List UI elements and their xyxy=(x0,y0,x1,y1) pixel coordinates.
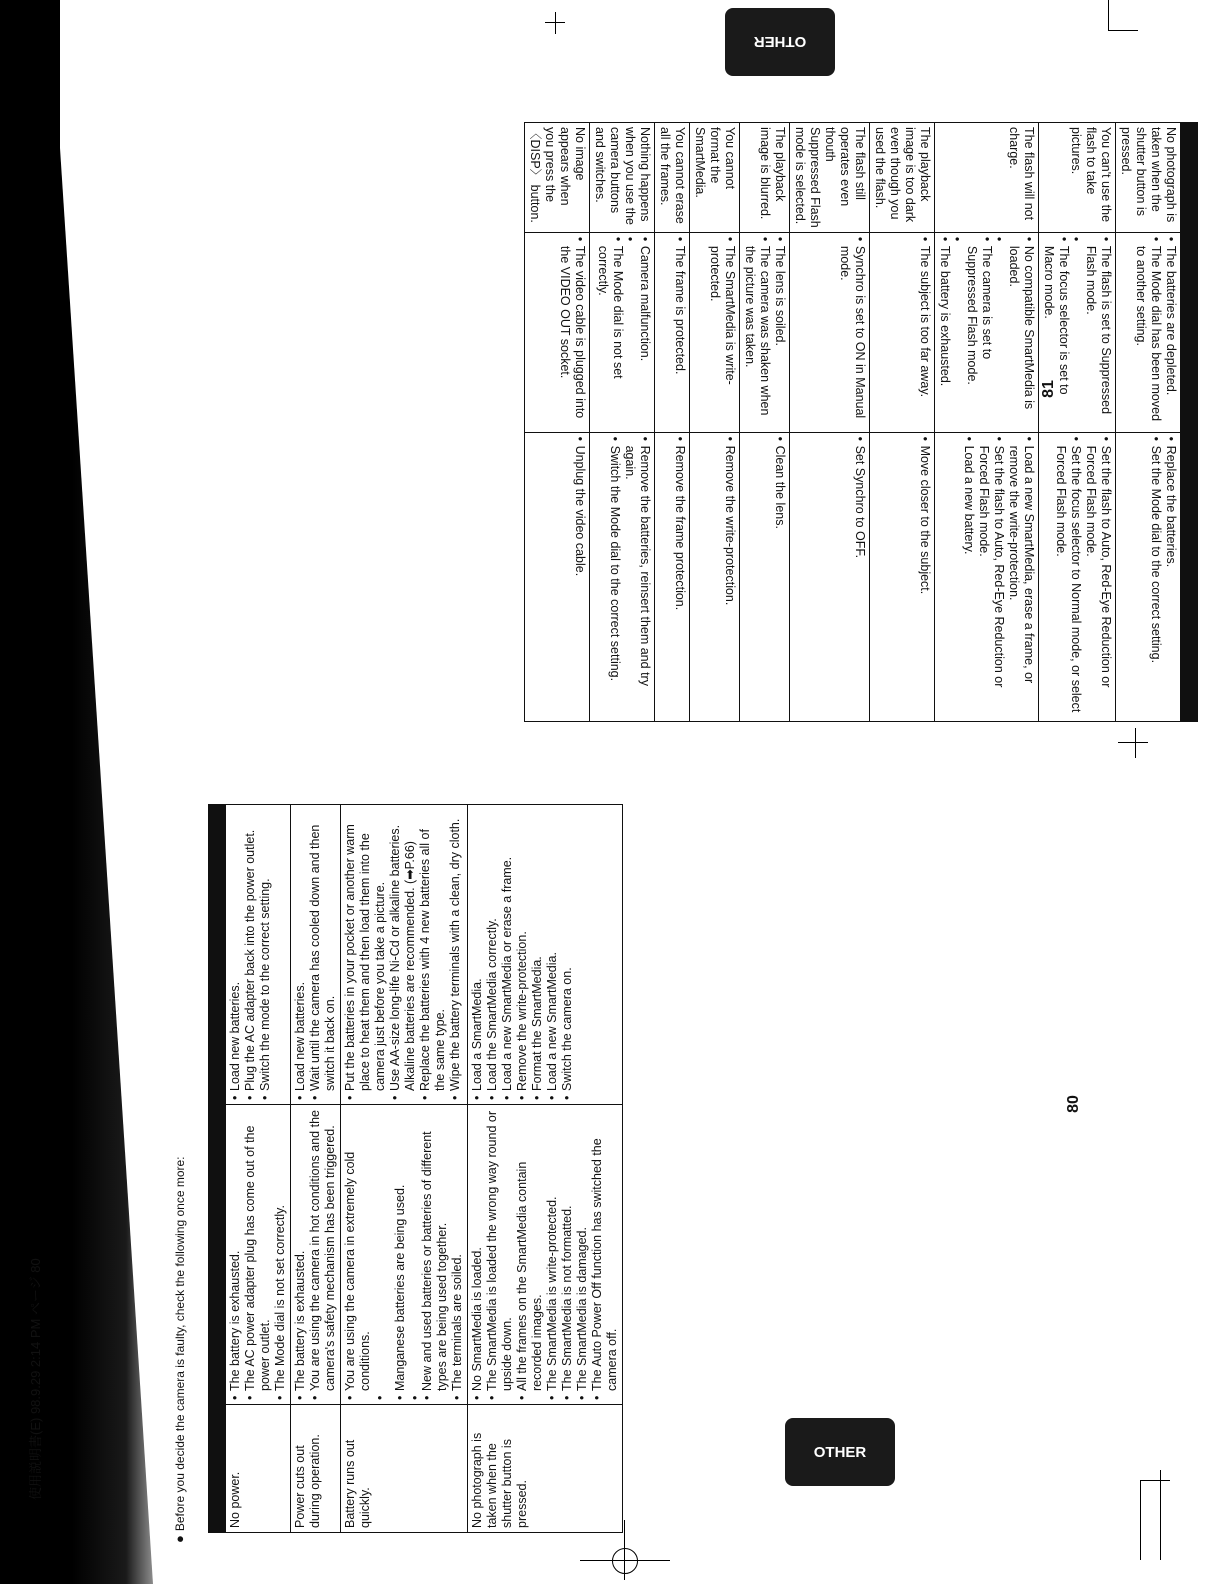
cause-item: • The camera is set to Suppressed Flash mode. xyxy=(964,237,994,428)
table-row xyxy=(655,123,690,722)
cause-item: • The Auto Power Off function has switched the camera off. xyxy=(590,1109,620,1400)
page-81 xyxy=(202,122,1210,722)
symptom-cell: Power cuts out during operation. xyxy=(291,1405,341,1533)
intro-text: Before you decide the camera is faulty, check the following once more: xyxy=(173,1156,187,1532)
table-row xyxy=(690,123,740,722)
remedy-item: • Use AA-size long-life Ni-Cd or alkaline batteries. Alkaline batteries are recommended. (➡P.66) xyxy=(388,809,418,1100)
symptom-cell: The playback image is too dark even though you used the flash. xyxy=(870,123,935,233)
remedy-item: • Load the SmartMedia correctly. xyxy=(485,809,500,1100)
remedy-item: • Unplug the video cable. xyxy=(572,437,587,717)
remedy-item: • Load a new battery. xyxy=(961,437,976,717)
cause-cell xyxy=(1116,232,1181,432)
cause-item: • The battery is exhausted. xyxy=(293,1109,308,1400)
cause-cell xyxy=(341,1105,468,1405)
other-tab-right[interactable]: OTHER xyxy=(725,8,835,76)
symptom-cell: No image appears when you press the 〈DISP〉 button. xyxy=(525,123,590,233)
symptom-cell: You cannot format the SmartMedia. xyxy=(690,123,740,233)
table-row xyxy=(935,123,1039,722)
table-header-band xyxy=(1181,123,1198,233)
cause-item: • The lens is soiled. xyxy=(772,237,787,428)
remedy-cell xyxy=(341,805,468,1105)
table-row xyxy=(1116,123,1181,722)
cause-cell xyxy=(1039,232,1116,432)
symptom-cell: Battery runs out quickly. xyxy=(341,1405,468,1533)
cause-cell xyxy=(655,232,690,432)
remedy-item: • Switch the Mode dial to the correct setting. xyxy=(607,437,622,717)
cause-item: • The frame is protected. xyxy=(672,237,687,428)
cause-cell xyxy=(590,232,655,432)
cause-item: • The camera was shaken when the picture was taken. xyxy=(742,237,772,428)
remedy-item: • Set the flash to Auto, Red-Eye Reduction or Forced Flash mode. xyxy=(1083,437,1113,717)
table-row xyxy=(1039,123,1116,722)
symptom-cell: You cannot erase all the frames. xyxy=(655,123,690,233)
cause-cell xyxy=(740,232,790,432)
intro-line xyxy=(168,803,192,1543)
symptom-cell: No power. xyxy=(226,1405,291,1533)
remedy-item: • Replace the batteries with 4 new batteries all of the same type. xyxy=(418,809,448,1100)
remedy-item: • Clean the lens. xyxy=(772,437,787,717)
remedy-cell xyxy=(740,432,790,721)
remedy-item: • Format the SmartMedia. xyxy=(530,809,545,1100)
remedy-cell xyxy=(226,805,291,1105)
symptom-cell: The playback image is blurred. xyxy=(740,123,790,233)
cause-cell xyxy=(468,1105,623,1405)
cause-item: • All the frames on the SmartMedia contain recorded images. xyxy=(515,1109,545,1400)
remedy-item: • Load a new SmartMedia, erase a frame, or remove the write-protection. xyxy=(1006,437,1036,717)
cause-item: • The subject is too far away. xyxy=(917,237,932,428)
symptom-cell: No photograph is taken when the shutter button is pressed. xyxy=(468,1405,623,1533)
remedy-item: • Set the flash to Auto, Red-Eye Reduction or Forced Flash mode. xyxy=(976,437,1006,717)
remedy-cell xyxy=(690,432,740,721)
symptom-cell: The flash will not charge. xyxy=(935,123,1039,233)
cause-item: • The SmartMedia is write-protected. xyxy=(707,237,737,428)
remedy-item: • Load a new SmartMedia or erase a frame. xyxy=(500,809,515,1100)
remedy-item: • Set Synchro to OFF. xyxy=(852,437,867,717)
table-row xyxy=(590,123,655,722)
cause-item: • You are using the camera in extremely cold conditions. xyxy=(343,1109,373,1400)
cause-item: • The battery is exhausted. xyxy=(937,237,952,428)
table-row xyxy=(525,123,590,722)
cause-item: • The batteries are depleted. xyxy=(1163,237,1178,428)
page-80 xyxy=(168,803,808,1543)
remedy-item: • Wipe the battery terminals with a clean, dry cloth. xyxy=(448,809,463,1100)
cause-item: • Synchro is set to ON in Manual mode. xyxy=(837,237,867,428)
cause-item: • The flash is set to Suppressed Flash mode. xyxy=(1083,237,1113,428)
remedy-cell xyxy=(590,432,655,721)
cause-cell xyxy=(291,1105,341,1405)
cause-item: • You are using the camera in hot conditions and the camera's safety mechanism has been triggered. xyxy=(308,1109,338,1400)
cause-cell xyxy=(790,232,870,432)
remedy-item: • Replace the batteries. xyxy=(1163,437,1178,717)
document-stamp: 使用説明書(E) 98.9.29 2:14 PM ページ 80 xyxy=(28,1258,43,1500)
cause-cell xyxy=(525,232,590,432)
remedy-item: • Remove the batteries, reinsert them and try again. xyxy=(622,437,652,717)
troubleshooting-table-left xyxy=(208,803,623,1533)
cause-item: • Manganese batteries are being used. xyxy=(393,1109,408,1400)
cause-item: • The video cable is plugged into the VIDEO OUT socket. xyxy=(557,237,587,428)
table-row xyxy=(870,123,935,722)
remedy-cell xyxy=(1116,432,1181,721)
remedy-item: • Load new batteries. xyxy=(293,809,308,1100)
symptom-cell: You can't use the flash to take pictures. xyxy=(1039,123,1116,233)
cause-cell xyxy=(935,232,1039,432)
cause-cell xyxy=(226,1105,291,1405)
table-row xyxy=(291,805,341,1533)
cause-item: • The SmartMedia is damaged. xyxy=(575,1109,590,1400)
table-row xyxy=(226,805,291,1533)
symptom-cell: The flash still operates even thouth Suppressed Flash mode is selected. xyxy=(790,123,870,233)
remedy-cell xyxy=(291,805,341,1105)
table-row xyxy=(740,123,790,722)
remedy-cell xyxy=(525,432,590,721)
page-number-80: 80 xyxy=(1064,1095,1082,1113)
cause-item: • The Mode dial is not set correctly. xyxy=(595,237,625,428)
table-row xyxy=(468,805,623,1533)
page-number-81: 81 xyxy=(1039,380,1057,398)
cause-item: • The Mode dial has been moved to another setting. xyxy=(1133,237,1163,428)
remedy-item: • Switch the camera on. xyxy=(560,809,575,1100)
cause-item: • The battery is exhausted. xyxy=(228,1109,243,1400)
cause-item: • The terminals are soiled. xyxy=(450,1109,465,1400)
troubleshooting-table-right xyxy=(524,122,1198,722)
remedy-cell xyxy=(935,432,1039,721)
bullet-icon: ● xyxy=(172,1535,187,1543)
table-header-band xyxy=(209,1405,226,1533)
remedy-item: • Plug the AC adapter back into the power outlet. xyxy=(243,809,258,1100)
remedy-cell xyxy=(790,432,870,721)
remedy-item: • Wait until the camera has cooled down and then switch it back on. xyxy=(308,809,338,1100)
remedy-cell xyxy=(655,432,690,721)
remedy-item: • Remove the frame protection. xyxy=(672,437,687,717)
cause-item: • The SmartMedia is loaded the wrong way round or upside down. xyxy=(485,1109,515,1400)
cause-item: • No compatible SmartMedia is loaded. xyxy=(1006,237,1036,428)
cause-item: • The SmartMedia is not formatted. xyxy=(560,1109,575,1400)
remedy-item: • Remove the write-protection. xyxy=(722,437,737,717)
remedy-item: • Remove the write-protection. xyxy=(515,809,530,1100)
symptom-cell: Nothing happens when you use the camera buttons and switches. xyxy=(590,123,655,233)
cause-cell xyxy=(690,232,740,432)
remedy-item: • Move closer to the subject. xyxy=(917,437,932,717)
cause-item: • The AC power adapter plug has come out of the power outlet. xyxy=(243,1109,273,1400)
remedy-item: • Set the focus selector to Normal mode, or select Forced Flash mode. xyxy=(1053,437,1083,717)
remedy-item: • Put the batteries in your pocket or another warm place to heat them and then load them into the camera just before you take a picture. xyxy=(343,809,388,1100)
other-tab-left[interactable]: OTHER xyxy=(785,1418,895,1486)
remedy-item: • Load new batteries. xyxy=(228,809,243,1100)
cause-item: • Camera malfunction. xyxy=(637,237,652,428)
cause-item: • No SmartMedia is loaded. xyxy=(470,1109,485,1400)
remedy-item: • Set the Mode dial to the correct setting. xyxy=(1148,437,1163,717)
cause-item: • The focus selector is set to Macro mode. xyxy=(1041,237,1071,428)
remedy-item: • Load a new SmartMedia. xyxy=(545,809,560,1100)
remedy-cell xyxy=(870,432,935,721)
symptom-cell: No photograph is taken when the shutter button is pressed. xyxy=(1116,123,1181,233)
remedy-cell xyxy=(1039,432,1116,721)
remedy-item: • Load a SmartMedia. xyxy=(470,809,485,1100)
table-row xyxy=(790,123,870,722)
remedy-cell xyxy=(468,805,623,1105)
remedy-item: • Switch the mode to the correct setting. xyxy=(258,809,273,1100)
table-row xyxy=(341,805,468,1533)
cause-item: • The Mode dial is not set correctly. xyxy=(273,1109,288,1400)
cause-item: • The SmartMedia is write-protected. xyxy=(545,1109,560,1400)
cause-item: • New and used batteries or batteries of different types are being used together. xyxy=(420,1109,450,1400)
cause-cell xyxy=(870,232,935,432)
